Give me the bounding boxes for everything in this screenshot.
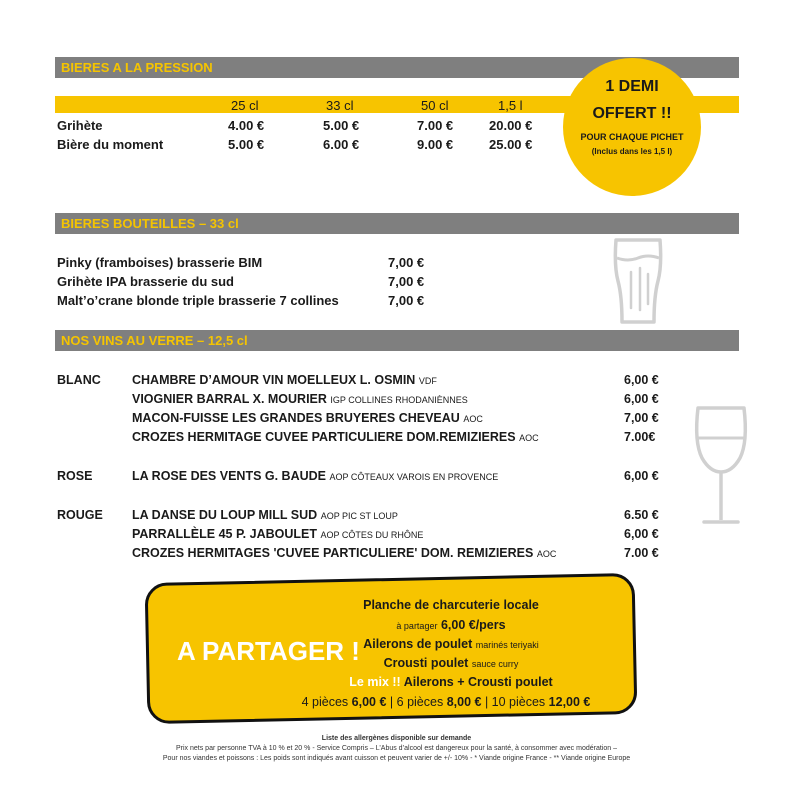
mix-label: Le mix !!	[349, 675, 401, 689]
pieces-6: 6 pièces	[396, 695, 444, 709]
pieces-4: 4 pièces	[301, 695, 349, 709]
wine-price: 7,00 €	[624, 411, 659, 425]
bottle-price: 7,00 €	[388, 293, 425, 308]
price-10: 12,00 €	[548, 695, 591, 709]
section-header-bouteilles: BIERES BOUTEILLES – 33 cl	[55, 213, 739, 234]
bottle-price: 7,00 €	[388, 274, 425, 289]
wine-category: BLANC	[57, 373, 101, 387]
share-content	[146, 578, 630, 718]
wine-price: 6,00 €	[624, 373, 659, 387]
separator: |	[389, 695, 394, 709]
wine-appellation: AOC	[536, 549, 557, 559]
pieces-10: 10 pièces	[491, 695, 546, 709]
wine-category: ROUGE	[57, 508, 103, 522]
promo-badge	[563, 58, 701, 196]
wine-row	[0, 469, 793, 487]
bottle-name: Grihète IPA brasserie du sud	[57, 274, 234, 289]
wine-price: 6,00 €	[624, 469, 659, 483]
wine-appellation: IGP COLLINES RHODANIÈNNES	[330, 395, 468, 405]
beer-name: Grihète	[57, 118, 103, 133]
promo-line4: (Inclus dans les 1,5 l)	[591, 147, 673, 156]
wine-price: 7.00 €	[624, 546, 659, 560]
wine-appellation: AOP PIC ST LOUP	[320, 511, 398, 521]
beer-price: 9.00 €	[417, 137, 454, 152]
bottle-name: Pinky (framboises) brasserie BIM	[57, 255, 263, 270]
charcuterie-label: Planche de charcuterie locale	[363, 598, 539, 612]
wine-price: 6,00 €	[624, 527, 659, 541]
charcuterie-prefix: à partager	[396, 621, 438, 631]
charcuterie-line	[286, 598, 616, 612]
mix-text: Ailerons + Crousti poulet	[403, 675, 553, 689]
wine-row	[0, 373, 793, 391]
size-1-5l: 1,5 l	[498, 98, 523, 113]
wine-name: CROZES HERMITAGES 'CUVEE PARTICULIERE' DOM. REMIZIERES	[132, 546, 534, 560]
ailerons-note: marinés teriyaki	[475, 640, 539, 650]
mix-line	[286, 675, 616, 689]
promo-line1: 1 DEMI	[605, 78, 659, 95]
wine-name: CROZES HERMITAGE CUVEE PARTICULIERE DOM.REMIZIERES	[132, 430, 516, 444]
wine-name: PARRALLÈLE 45 P. JABOULET	[132, 527, 317, 541]
beer-glass-icon	[610, 236, 666, 328]
wine-category: ROSE	[57, 469, 93, 483]
price-4: 6,00 €	[351, 695, 387, 709]
bottle-price: 7,00 €	[388, 255, 425, 270]
footer-weights: Pour nos viandes et poissons : Les poids sont indiqués avant cuisson et peuvent varier de +/- 10% - * Viande origine France - ** Viande origine Europe	[162, 755, 631, 762]
wine-appellation: AOP CÔTEAUX VAROIS EN PROVENCE	[329, 472, 499, 482]
size-33cl: 33 cl	[326, 98, 354, 113]
wine-name: LA DANSE DU LOUP MILL SUD	[132, 508, 318, 522]
separator: |	[484, 695, 489, 709]
charcuterie-price-line	[286, 618, 616, 632]
wine-appellation: AOP CÔTES DU RHÔNE	[320, 530, 424, 540]
wine-appellation: AOC	[519, 433, 539, 443]
crousti-line	[286, 656, 616, 670]
wine-name: CHAMBRE D’AMOUR VIN MOELLEUX L. OSMIN	[132, 373, 416, 387]
wine-name: VIOGNIER BARRAL X. MOURIER	[132, 392, 327, 406]
section-header-pression: BIERES A LA PRESSION	[55, 57, 739, 78]
crousti-label: Crousti poulet	[383, 656, 469, 670]
wine-row	[0, 508, 793, 526]
wine-name: LA ROSE DES VENTS G. BAUDE	[132, 469, 327, 483]
wine-row	[0, 546, 793, 564]
wine-name: MACON-FUISSE LES GRANDES BRUYERES CHEVEAU	[132, 411, 460, 425]
beer-name: Bière du moment	[57, 137, 164, 152]
ailerons-label: Ailerons de poulet	[363, 637, 473, 651]
wine-price: 6.50 €	[624, 508, 659, 522]
wine-row	[0, 527, 793, 545]
wine-row	[0, 411, 793, 429]
section-header-vins: NOS VINS AU VERRE – 12,5 cl	[55, 330, 739, 351]
beer-price: 20.00 €	[489, 118, 533, 133]
wine-price: 7.00€	[624, 430, 656, 444]
crousti-note: sauce curry	[471, 659, 519, 669]
wine-price: 6,00 €	[624, 392, 659, 406]
beer-price: 25.00 €	[489, 137, 533, 152]
beer-price: 7.00 €	[417, 118, 454, 133]
wine-appellation: AOC	[463, 414, 483, 424]
beer-price: 5.00 €	[323, 118, 360, 133]
beer-price: 6.00 €	[323, 137, 360, 152]
beer-price: 5.00 €	[228, 137, 265, 152]
bottle-name: Malt’o’crane blonde triple brasserie 7 collines	[57, 293, 339, 308]
ailerons-line	[286, 637, 616, 651]
wine-row	[0, 430, 793, 448]
wine-row	[0, 392, 793, 410]
wine-glass-icon	[690, 402, 752, 528]
size-25cl: 25 cl	[231, 98, 259, 113]
promo-line2: OFFERT !!	[592, 105, 672, 122]
wine-appellation: VDF	[418, 376, 437, 386]
share-title: A PARTAGER !	[177, 636, 360, 666]
promo-line3: POUR CHAQUE PICHET	[580, 132, 684, 142]
beer-price: 4.00 €	[228, 118, 265, 133]
footer-allergens: Liste des allergènes disponible sur demande	[321, 735, 472, 742]
charcuterie-price: 6,00 €/pers	[440, 618, 506, 632]
mix-prices-line	[256, 695, 636, 709]
footer-prices: Prix nets par personne TVA à 10 % et 20 % - Service Compris – L’Abus d’alcool est dangereux pour la santé, à consommer avec modération –	[176, 745, 617, 752]
size-50cl: 50 cl	[421, 98, 449, 113]
price-6: 8,00 €	[446, 695, 482, 709]
